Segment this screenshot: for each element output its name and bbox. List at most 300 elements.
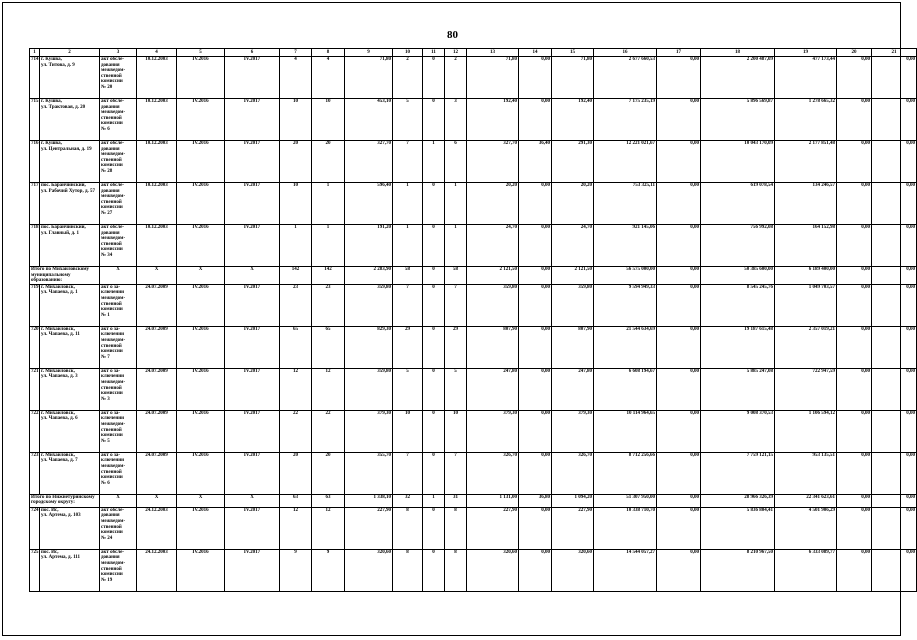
- value-cell: IV.2017: [225, 368, 280, 410]
- column-number: 10: [393, 49, 423, 57]
- value-cell: 359,80: [552, 284, 594, 326]
- value-cell: IV.2016: [177, 225, 225, 267]
- subtotal-label-cell: [30, 494, 100, 507]
- value-cell: 0: [423, 368, 445, 410]
- address-cell: [40, 57, 100, 99]
- value-cell: IV.2017: [225, 225, 280, 267]
- table-row: [30, 549, 917, 591]
- value-cell: 9 008 370,53: [701, 410, 775, 452]
- cell-line: г. Михайловск,: [41, 452, 75, 458]
- cell-line: ственной: [101, 385, 122, 391]
- document-cell: [100, 183, 137, 225]
- cell-line: акт обсле-: [101, 183, 124, 188]
- value-cell: 0,00: [519, 57, 552, 99]
- column-number: 18: [701, 49, 775, 57]
- value-cell: 921 145,06: [594, 225, 657, 267]
- cell-line: ул. Чапаева, д. 11: [41, 332, 80, 338]
- column-number: 14: [519, 49, 552, 57]
- value-cell: 829,30: [345, 326, 393, 368]
- cell-line: ул. Титова, д. 9: [41, 62, 75, 68]
- column-number: 9: [345, 49, 393, 57]
- value-cell: 0,00: [657, 507, 701, 549]
- value-cell: 5 896 569,87: [701, 99, 775, 141]
- value-cell: 5: [445, 368, 467, 410]
- subtotal-row: [30, 494, 917, 507]
- value-cell: 71,80: [552, 57, 594, 99]
- value-cell: 24.12.2003: [137, 549, 177, 591]
- value-cell: 0,00: [519, 507, 552, 549]
- value-cell: 134 246,57: [775, 183, 837, 225]
- cell-line: комиссии: [101, 349, 123, 355]
- value-cell: IV.2016: [177, 549, 225, 591]
- value-cell: 5: [393, 368, 423, 410]
- value-cell: 2 357 019,21: [775, 326, 837, 368]
- table-row: [30, 183, 917, 225]
- value-cell: 14 544 057,27: [594, 549, 657, 591]
- value-cell: 0,00: [519, 549, 552, 591]
- column-number: 8: [312, 49, 345, 57]
- value-cell: 28 966 326,39: [701, 494, 775, 507]
- value-cell: 12: [280, 368, 312, 410]
- row-number-cell: 721: [30, 368, 40, 410]
- value-cell: 0: [423, 452, 445, 494]
- value-cell: 247,80: [552, 368, 594, 410]
- value-cell: 0,00: [657, 326, 701, 368]
- document-cell: [100, 99, 137, 141]
- value-cell: 320,60: [345, 549, 393, 591]
- value-cell: 4: [280, 57, 312, 99]
- value-cell: 1: [393, 183, 423, 225]
- value-cell: 0,00: [657, 549, 701, 591]
- value-cell: X: [225, 267, 280, 285]
- value-cell: 8: [445, 507, 467, 549]
- value-cell: IV.2016: [177, 326, 225, 368]
- row-number-cell: 724: [30, 507, 40, 549]
- cell-line: дования: [101, 62, 120, 68]
- cell-line: межведом-: [101, 68, 126, 74]
- value-cell: 0,00: [872, 326, 917, 368]
- cell-line: г. Кушва,: [41, 99, 62, 104]
- value-cell: 1 278 665,32: [775, 99, 837, 141]
- value-cell: IV.2017: [225, 452, 280, 494]
- value-cell: 1: [445, 225, 467, 267]
- cell-line: ственной: [101, 115, 122, 121]
- column-number: 17: [657, 49, 701, 57]
- value-cell: 10.12.2003: [137, 99, 177, 141]
- value-cell: IV.2016: [177, 368, 225, 410]
- value-cell: 10: [280, 183, 312, 225]
- cell-line: Итого по Нижнетуринскому: [31, 494, 95, 500]
- value-cell: IV.2016: [177, 410, 225, 452]
- value-cell: 58: [393, 267, 423, 285]
- value-cell: 320,60: [552, 549, 594, 591]
- value-cell: 0,00: [657, 368, 701, 410]
- document-cell: [100, 326, 137, 368]
- value-cell: 10 338 710,70: [594, 507, 657, 549]
- column-number: 5: [177, 49, 225, 57]
- cell-line: комиссии: [101, 205, 123, 211]
- value-cell: 12 221 021,67: [594, 141, 657, 183]
- cell-line: межведом-: [101, 110, 126, 116]
- cell-line: пос. Ис,: [41, 507, 59, 513]
- value-cell: 326,70: [467, 452, 519, 494]
- value-cell: 21 544 634,69: [594, 326, 657, 368]
- document-cell: [100, 225, 137, 267]
- value-cell: 142: [280, 267, 312, 285]
- cell-line: ключении: [101, 332, 124, 338]
- value-cell: 0,00: [657, 57, 701, 99]
- value-cell: 0,00: [872, 549, 917, 591]
- row-number-cell: 720: [30, 326, 40, 368]
- value-cell: 10.12.2003: [137, 141, 177, 183]
- column-number: 1: [30, 49, 40, 57]
- value-cell: IV.2017: [225, 284, 280, 326]
- cell-line: акт обсле-: [101, 99, 124, 104]
- value-cell: 192,40: [552, 99, 594, 141]
- cell-line: акт о за-: [101, 410, 121, 416]
- value-cell: 227,90: [552, 507, 594, 549]
- value-cell: 227,90: [467, 507, 519, 549]
- value-cell: 2 121,50: [467, 267, 519, 285]
- data-table: [29, 48, 917, 592]
- subtotal-row: [30, 267, 917, 285]
- value-cell: 722 947,59: [775, 368, 837, 410]
- cell-line: комиссии: [101, 475, 123, 481]
- value-cell: IV.2017: [225, 410, 280, 452]
- value-cell: 0,00: [837, 494, 872, 507]
- value-cell: IV.2017: [225, 326, 280, 368]
- table-row: [30, 452, 917, 494]
- value-cell: 164 152,98: [775, 225, 837, 267]
- value-cell: 0,00: [872, 267, 917, 285]
- value-cell: 23: [280, 284, 312, 326]
- cell-line: г. Михайловск,: [41, 368, 75, 374]
- cell-line: № 27: [101, 210, 113, 216]
- value-cell: 0,00: [519, 284, 552, 326]
- cell-line: межведом-: [101, 463, 126, 469]
- cell-line: ственной: [101, 301, 122, 307]
- cell-line: межведом-: [101, 560, 126, 566]
- cell-line: ключении: [101, 458, 124, 464]
- value-cell: 0,00: [657, 141, 701, 183]
- value-cell: 1: [423, 494, 445, 507]
- row-number-cell: 714: [30, 57, 40, 99]
- value-cell: 51 307 950,00: [594, 494, 657, 507]
- value-cell: 0: [423, 267, 445, 285]
- row-number-cell: 725: [30, 549, 40, 591]
- value-cell: 1: [423, 141, 445, 183]
- value-cell: 1: [312, 225, 345, 267]
- value-cell: 71,80: [345, 57, 393, 99]
- value-cell: IV.2016: [177, 507, 225, 549]
- table-row: [30, 225, 917, 267]
- value-cell: 10 114 964,65: [594, 410, 657, 452]
- cell-line: дования: [101, 513, 120, 519]
- column-number: 13: [467, 49, 519, 57]
- value-cell: 0,00: [837, 284, 872, 326]
- column-number: 4: [137, 49, 177, 57]
- cell-line: № 6: [101, 480, 110, 486]
- cell-line: № 6: [101, 126, 110, 132]
- cell-line: межведом-: [101, 379, 126, 385]
- table-row: [30, 326, 917, 368]
- value-cell: 1 049 703,57: [775, 284, 837, 326]
- cell-line: ул. Артема, д. 103: [41, 513, 81, 519]
- value-cell: 10.12.2003: [137, 57, 177, 99]
- address-cell: [40, 284, 100, 326]
- value-cell: 0,00: [837, 549, 872, 591]
- value-cell: 7: [445, 452, 467, 494]
- document-cell: [100, 284, 137, 326]
- cell-line: акт о за-: [101, 368, 121, 374]
- x-cell: X: [100, 267, 137, 285]
- cell-line: ключении: [101, 290, 124, 296]
- value-cell: 477 173,44: [775, 57, 837, 99]
- column-number: 20: [837, 49, 872, 57]
- value-cell: 355,70: [345, 452, 393, 494]
- value-cell: 1 131,00: [467, 494, 519, 507]
- value-cell: 0,00: [837, 452, 872, 494]
- cell-line: г. Кушва,: [41, 141, 62, 146]
- value-cell: IV.2017: [225, 549, 280, 591]
- cell-line: комиссии: [101, 391, 123, 397]
- value-cell: X: [137, 494, 177, 507]
- cell-line: № 3: [101, 396, 110, 402]
- value-cell: 0,00: [519, 267, 552, 285]
- value-cell: 247,80: [467, 368, 519, 410]
- cell-line: ключении: [101, 374, 124, 380]
- x-cell: X: [100, 494, 137, 507]
- value-cell: 0: [423, 57, 445, 99]
- value-cell: 7: [393, 284, 423, 326]
- column-number: 11: [423, 49, 445, 57]
- value-cell: 9: [312, 549, 345, 591]
- value-cell: 0,00: [657, 494, 701, 507]
- value-cell: 192,40: [467, 99, 519, 141]
- value-cell: 36,40: [519, 141, 552, 183]
- value-cell: 0,00: [837, 225, 872, 267]
- value-cell: 56 575 000,00: [594, 267, 657, 285]
- cell-line: акт обсле-: [101, 549, 124, 555]
- value-cell: 1: [445, 183, 467, 225]
- cell-line: № 20: [101, 84, 113, 90]
- table-row: [30, 141, 917, 183]
- value-cell: 50 385 600,00: [701, 267, 775, 285]
- value-cell: 23: [312, 284, 345, 326]
- cell-line: ул. Артема, д. 111: [41, 555, 81, 561]
- value-cell: 65: [312, 326, 345, 368]
- value-cell: 12: [312, 507, 345, 549]
- value-cell: 5 885 247,08: [701, 368, 775, 410]
- cell-line: пос. Баранчинский,: [41, 183, 86, 188]
- cell-line: акт обсле-: [101, 225, 124, 230]
- cell-line: межведом-: [101, 295, 126, 301]
- value-cell: 0,00: [519, 368, 552, 410]
- value-cell: 953 135,51: [775, 452, 837, 494]
- cell-line: межведом-: [101, 194, 126, 200]
- document-cell: [100, 410, 137, 452]
- cell-line: комиссии: [101, 307, 123, 313]
- value-cell: 619 078,54: [701, 183, 775, 225]
- cell-line: акт о за-: [101, 326, 121, 332]
- value-cell: 2 177 851,48: [775, 141, 837, 183]
- value-cell: 0,00: [657, 267, 701, 285]
- column-number: 6: [225, 49, 280, 57]
- cell-line: акт обсле-: [101, 141, 124, 146]
- value-cell: IV.2016: [177, 57, 225, 99]
- cell-line: ственной: [101, 524, 122, 530]
- value-cell: 5 836 804,41: [701, 507, 775, 549]
- value-cell: 8 712 256,66: [594, 452, 657, 494]
- value-cell: 12: [280, 507, 312, 549]
- value-cell: 0,00: [837, 368, 872, 410]
- row-number-cell: 723: [30, 452, 40, 494]
- value-cell: 753 325,11: [594, 183, 657, 225]
- value-cell: IV.2017: [225, 183, 280, 225]
- value-cell: 20,20: [467, 183, 519, 225]
- value-cell: 0,00: [837, 410, 872, 452]
- value-cell: 1: [312, 183, 345, 225]
- cell-line: ственной: [101, 343, 122, 349]
- cell-line: № 34: [101, 252, 113, 258]
- value-cell: 10: [393, 410, 423, 452]
- cell-line: дования: [101, 555, 120, 561]
- value-cell: 22 341 623,61: [775, 494, 837, 507]
- page-number: 80: [447, 29, 458, 41]
- row-number-cell: 719: [30, 284, 40, 326]
- value-cell: 807,90: [552, 326, 594, 368]
- row-number-cell: 715: [30, 99, 40, 141]
- cell-line: ственной: [101, 566, 122, 572]
- value-cell: 6 608 194,67: [594, 368, 657, 410]
- column-number: 7: [280, 49, 312, 57]
- value-cell: IV.2017: [225, 99, 280, 141]
- value-cell: 0,00: [872, 99, 917, 141]
- cell-line: межведом-: [101, 152, 126, 158]
- document-cell: [100, 368, 137, 410]
- value-cell: 0,00: [872, 225, 917, 267]
- cell-line: пос. Ис,: [41, 549, 59, 555]
- cell-line: ул. Рабочий Хутор, д. 57: [41, 188, 95, 194]
- cell-line: ул. Главный, д. 1: [41, 230, 79, 236]
- value-cell: 24.07.2009: [137, 452, 177, 494]
- cell-line: ственной: [101, 157, 122, 163]
- cell-line: ул. Трактовая, д. 20: [41, 104, 86, 110]
- value-cell: 0,00: [837, 507, 872, 549]
- value-cell: 63: [312, 494, 345, 507]
- value-cell: 10: [312, 99, 345, 141]
- document-cell: [100, 452, 137, 494]
- value-cell: 24.12.2003: [137, 507, 177, 549]
- cell-line: № 5: [101, 438, 110, 444]
- value-cell: 359,80: [467, 284, 519, 326]
- address-cell: [40, 326, 100, 368]
- value-cell: 0: [423, 507, 445, 549]
- value-cell: 0,00: [837, 326, 872, 368]
- value-cell: 29: [393, 326, 423, 368]
- value-cell: 327,70: [345, 141, 393, 183]
- value-cell: 22: [280, 410, 312, 452]
- cell-line: межведом-: [101, 421, 126, 427]
- value-cell: 0,00: [872, 410, 917, 452]
- document-cell: [100, 141, 137, 183]
- value-cell: 24,70: [552, 225, 594, 267]
- cell-line: акт о за-: [101, 452, 121, 458]
- value-cell: 379,30: [345, 410, 393, 452]
- value-cell: IV.2016: [177, 284, 225, 326]
- cell-line: комиссии: [101, 163, 123, 169]
- value-cell: 8 210 967,50: [701, 549, 775, 591]
- address-cell: [40, 410, 100, 452]
- column-number: 21: [872, 49, 917, 57]
- cell-line: межведом-: [101, 236, 126, 242]
- address-cell: [40, 183, 100, 225]
- document-cell: [100, 57, 137, 99]
- value-cell: 2 200 487,09: [701, 57, 775, 99]
- cell-line: № 28: [101, 168, 113, 174]
- value-cell: 1: [393, 225, 423, 267]
- row-number-cell: 716: [30, 141, 40, 183]
- value-cell: 6 189 400,00: [775, 267, 837, 285]
- value-cell: IV.2017: [225, 57, 280, 99]
- address-cell: [40, 368, 100, 410]
- value-cell: 326,70: [552, 452, 594, 494]
- value-cell: IV.2016: [177, 99, 225, 141]
- value-cell: 6 333 089,77: [775, 549, 837, 591]
- value-cell: 142: [312, 267, 345, 285]
- value-cell: 4 501 906,29: [775, 507, 837, 549]
- cell-line: г. Михайловск,: [41, 326, 75, 332]
- value-cell: 0,00: [657, 410, 701, 452]
- value-cell: 71,80: [467, 57, 519, 99]
- value-cell: 0,00: [872, 57, 917, 99]
- value-cell: 453,10: [345, 99, 393, 141]
- cell-line: ственной: [101, 469, 122, 475]
- cell-line: ственной: [101, 199, 122, 205]
- table-row: [30, 507, 917, 549]
- cell-line: комиссии: [101, 433, 123, 439]
- cell-line: комиссии: [101, 79, 123, 85]
- value-cell: 7: [445, 284, 467, 326]
- cell-line: ул. Чапаева, д. 3: [41, 374, 78, 380]
- cell-line: комиссии: [101, 247, 123, 253]
- cell-line: межведом-: [101, 518, 126, 524]
- row-number-cell: 722: [30, 410, 40, 452]
- value-cell: 29: [445, 326, 467, 368]
- value-cell: 0,00: [872, 507, 917, 549]
- value-cell: 5: [393, 99, 423, 141]
- cell-line: г. Кушва,: [41, 57, 62, 62]
- cell-line: дования: [101, 188, 120, 194]
- value-cell: 22: [312, 410, 345, 452]
- value-cell: 807,90: [467, 326, 519, 368]
- value-cell: 0,00: [519, 452, 552, 494]
- column-number: 3: [100, 49, 137, 57]
- column-number: 16: [594, 49, 657, 57]
- cell-line: городскому округу:: [31, 500, 75, 506]
- value-cell: 20,20: [552, 183, 594, 225]
- table-row: [30, 57, 917, 99]
- value-cell: 7: [393, 141, 423, 183]
- cell-line: акт обсле-: [101, 57, 124, 62]
- value-cell: 7 175 235,19: [594, 99, 657, 141]
- value-cell: 65: [280, 326, 312, 368]
- table-row: [30, 368, 917, 410]
- value-cell: 6: [445, 141, 467, 183]
- value-cell: 0,00: [837, 183, 872, 225]
- value-cell: 1 106 594,12: [775, 410, 837, 452]
- value-cell: 2 677 660,53: [594, 57, 657, 99]
